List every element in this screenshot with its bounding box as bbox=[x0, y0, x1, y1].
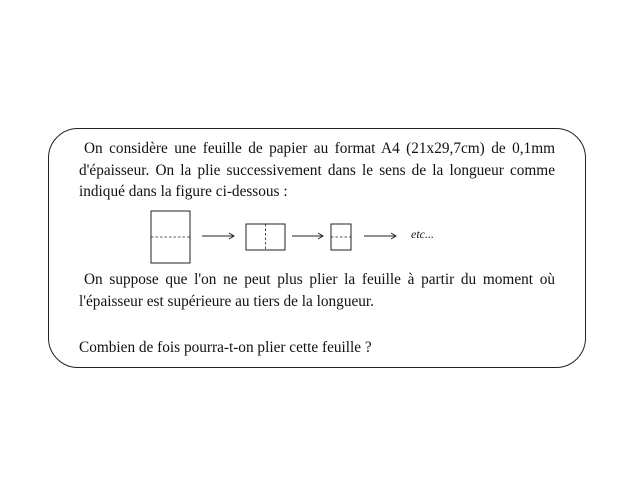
etc-label: etc... bbox=[411, 227, 434, 241]
assumption-paragraph: On suppose que l'on ne peut plus plier la feuille à partir du moment où l'épaisseur est supérieure au tiers de la longueur. bbox=[79, 271, 555, 310]
question-paragraph: Combien de fois pourra-t-on plier cette feuille ? bbox=[79, 339, 372, 356]
intro-paragraph: On considère une feuille de papier au format A4 (21x29,7cm) de 0,1mm d'épaisseur. On la plie successivement dans le sens de la longueur comme indiqué dans la figure ci-dessous : bbox=[79, 140, 555, 200]
